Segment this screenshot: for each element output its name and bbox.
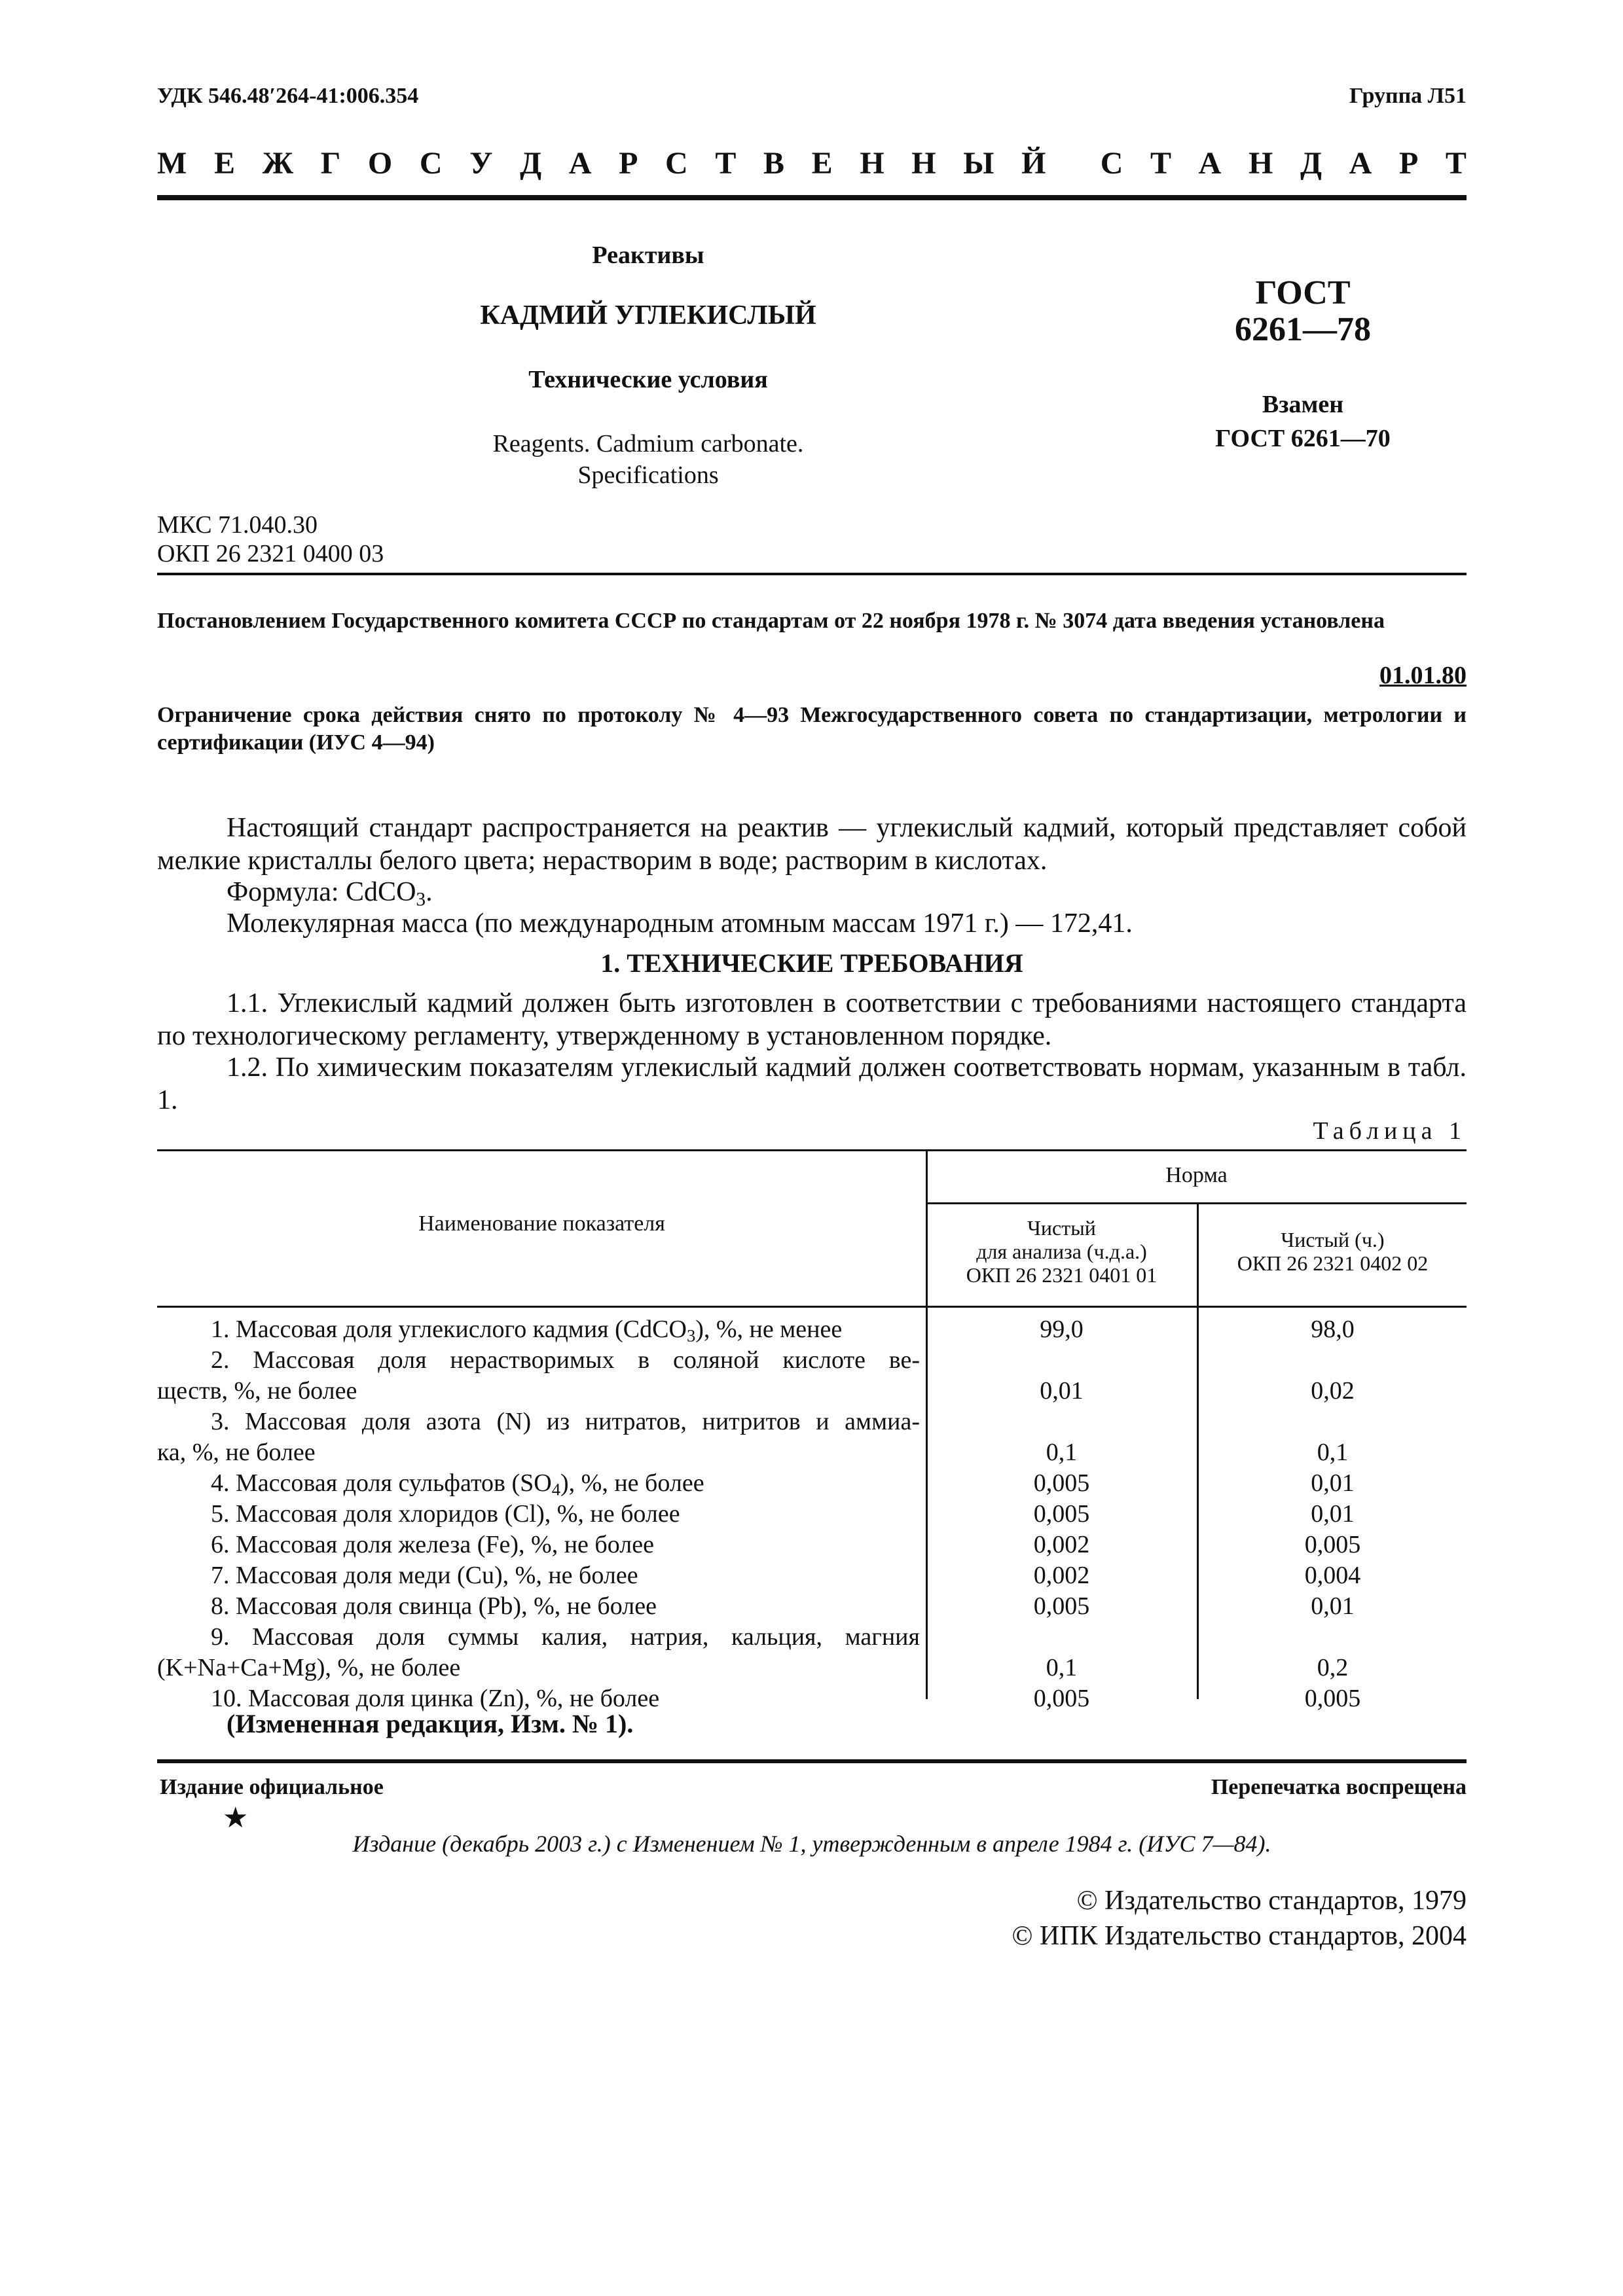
banner-letter: Н	[911, 146, 936, 181]
table-row	[157, 1591, 926, 1622]
banner-letter: А	[568, 146, 592, 181]
banner-letter: Й	[1021, 146, 1046, 181]
table-row	[157, 1345, 926, 1407]
banner-letter: М	[157, 146, 187, 181]
value-pure: 0,01	[1311, 1469, 1355, 1497]
row-label-continuation: (K+Na+Ca+Mg), %, не более	[157, 1654, 461, 1681]
value-pure-analysis: 0,1	[1046, 1439, 1078, 1466]
value-pure: 0,2	[1317, 1654, 1349, 1681]
value-pure: 0,02	[1311, 1377, 1355, 1405]
row-label-continuation: ка, %, не более	[157, 1439, 316, 1466]
decree-text: Постановлением Государственного комитета СССР по стандартам от 22 ноября 1978 г. № 3074 дата введения установлена	[157, 609, 1385, 633]
banner-letter: В	[763, 146, 785, 181]
value-pure-analysis: 0,005	[1033, 1500, 1090, 1528]
edition-note: Издание (декабрь 2003 г.) с Изменением № 1, утвержденным в апреле 1984 г. (ИУС 7—84).	[352, 1831, 1271, 1857]
formula-subscript: 3	[416, 889, 426, 910]
row-label	[157, 1530, 926, 1560]
replaced-standard: ГОСТ 6261—70	[1215, 425, 1391, 452]
group-code: Группа Л51	[1349, 84, 1467, 108]
row-label-text: 10. Массовая доля цинка (Zn), %, не более	[211, 1685, 660, 1712]
table-row	[157, 1407, 926, 1468]
row-label-text: 3. Массовая доля азота (N) из нитратов, нитритов и аммиа-	[211, 1408, 920, 1435]
column-header-pure	[1199, 1228, 1467, 1275]
row-label-text: 2. Массовая доля нерастворимых в соляной кислоте ве-	[211, 1346, 920, 1374]
value-pure-analysis: 0,01	[1040, 1377, 1084, 1405]
mks-code: МКС 71.040.30	[157, 511, 318, 539]
banner-letter: Д	[520, 146, 542, 181]
banner-letter: С	[1100, 146, 1123, 181]
banner-letter: Н	[1248, 146, 1273, 181]
row-label-text: 4. Массовая доля сульфатов (SO	[211, 1469, 552, 1497]
udk-code: УДК 546.48′264-41:006.354	[157, 84, 419, 108]
col-a-line1: Чистый	[1027, 1216, 1096, 1240]
value-pure: 98,0	[1311, 1316, 1355, 1343]
document-title: КАДМИЙ УГЛЕКИСЛЫЙ	[480, 300, 816, 331]
table-caption: Таблица 1	[1313, 1117, 1467, 1145]
banner-letter: С	[665, 146, 688, 181]
row-label	[157, 1314, 926, 1345]
limitation-text: Ограничение срока действия снято по протоколу № 4—93 Межгосударственного совета по стандартизации, метрологии и сертификации (ИУС 4—94)	[157, 703, 1467, 755]
row-label-text: 8. Массовая доля свинца (Pb), %, не более	[211, 1592, 657, 1620]
star-icon: ★	[223, 1802, 249, 1834]
molecular-mass: Молекулярная масса (по международным атомным массам 1971 г.) — 172,41.	[227, 908, 1133, 939]
row-label-subscript: 4	[551, 1479, 561, 1499]
value-pure-analysis: 0,005	[1033, 1469, 1090, 1497]
value-pure: 0,1	[1317, 1439, 1349, 1466]
value-pure-analysis: 0,1	[1046, 1654, 1078, 1681]
table-row	[157, 1499, 926, 1530]
table-row	[157, 1622, 926, 1683]
replaces-label: Взамен	[1262, 391, 1344, 418]
row-label	[157, 1560, 926, 1591]
row-label	[157, 1499, 926, 1530]
banner-letter: А	[1198, 146, 1222, 181]
value-pure: 0,004	[1304, 1562, 1361, 1589]
formula-line	[227, 876, 433, 908]
copyright-1979: © Издательство стандартов, 1979	[1076, 1886, 1467, 1916]
col-b-line2: ОКП 26 2321 0402 02	[1237, 1251, 1429, 1275]
value-pure-analysis: 0,005	[1033, 1685, 1090, 1712]
banner-letter: Д	[1300, 146, 1322, 181]
value-pure-analysis: 99,0	[1040, 1316, 1084, 1343]
banner-letter: Р	[1398, 146, 1419, 181]
row-label	[157, 1591, 926, 1622]
value-pure: 0,01	[1311, 1500, 1355, 1528]
col-a-line3: ОКП 26 2321 0401 01	[966, 1263, 1158, 1287]
col-a-line2: для анализа (ч.д.а.)	[976, 1240, 1147, 1263]
banner-letter: Т	[1445, 146, 1467, 181]
english-title-line2: Specifications	[577, 461, 719, 489]
value-pure-analysis: 0,002	[1033, 1562, 1090, 1589]
amendment-note: (Измененная редакция, Изм. № 1).	[227, 1709, 634, 1738]
gost-label: ГОСТ	[1255, 274, 1351, 312]
banner-letter: С	[419, 146, 443, 181]
banner-letter: Е	[811, 146, 833, 181]
clause-1-1: 1.1. Углекислый кадмий должен быть изготовлен в соответствии с требованиями настоящего стандарта по технологическому регламенту, утвержденному в установленном порядке.	[157, 988, 1467, 1051]
banner-letter: Р	[619, 146, 638, 181]
value-pure: 0,01	[1311, 1592, 1355, 1620]
copyright-2004: © ИПК Издательство стандартов, 2004	[1012, 1921, 1467, 1951]
official-edition: Издание официальное	[160, 1775, 384, 1799]
banner-letter: Т	[715, 146, 737, 181]
row-label-text: 1. Массовая доля углекислого кадмия (CdCO	[211, 1316, 687, 1343]
column-header-norm: Норма	[1165, 1163, 1228, 1187]
scope-paragraph: Настоящий стандарт распространяется на реактив — углекислый кадмий, который представляет собой мелкие кристаллы белого цвета; нерастворим в воде; растворим в кислотах.	[157, 813, 1467, 876]
english-title-line1: Reagents. Cadmium carbonate.	[492, 430, 804, 457]
table-row	[157, 1468, 926, 1499]
row-label-text: 5. Массовая доля хлоридов (Cl), %, не более	[211, 1500, 680, 1528]
title-block-rule	[157, 573, 1467, 575]
row-label	[157, 1345, 926, 1376]
banner-letter: Н	[860, 146, 884, 181]
table-row	[157, 1314, 926, 1345]
row-label	[157, 1622, 926, 1653]
table-top-rule	[157, 1149, 1467, 1151]
banner-rule	[157, 195, 1467, 200]
okp-code: ОКП 26 2321 0400 03	[157, 540, 384, 567]
effective-date: 01.01.80	[1379, 662, 1467, 689]
reprint-prohibited: Перепечатка воспрещена	[1211, 1775, 1467, 1799]
row-label-end: ), %, не менее	[695, 1316, 843, 1343]
category-title: Реактивы	[592, 242, 704, 269]
value-pure: 0,005	[1304, 1531, 1361, 1558]
clause-1-2: 1.2. По химическим показателям углекислый кадмий должен соответствовать нормам, указанным в табл. 1.	[157, 1052, 1467, 1115]
col-b-line1: Чистый (ч.)	[1281, 1228, 1385, 1251]
banner-letter: Ы	[963, 146, 994, 181]
interstate-standard-banner	[157, 145, 1467, 181]
table-header-rule	[157, 1306, 1467, 1308]
column-header-name: Наименование показателя	[418, 1211, 665, 1236]
banner-letter: Ж	[262, 146, 294, 181]
formula-text: Формула: CdCO	[227, 877, 416, 907]
column-header-pure-analysis	[926, 1216, 1197, 1287]
value-pure: 0,005	[1304, 1685, 1361, 1712]
formula-end: .	[426, 877, 433, 907]
row-label	[157, 1468, 926, 1499]
banner-letter: Т	[1150, 146, 1172, 181]
banner-letter: Е	[213, 146, 235, 181]
banner-letter: Г	[320, 146, 341, 181]
row-label-text: 6. Массовая доля железа (Fe), %, не более	[211, 1531, 654, 1558]
gost-number: 6261—78	[1235, 311, 1371, 348]
section-heading: 1. ТЕХНИЧЕСКИЕ ТРЕБОВАНИЯ	[600, 948, 1023, 978]
table-row	[157, 1530, 926, 1560]
banner-letter: А	[1349, 146, 1372, 181]
document-subtitle: Технические условия	[528, 366, 768, 393]
banner-letter: У	[469, 146, 493, 181]
value-pure-analysis: 0,002	[1033, 1531, 1090, 1558]
table-row	[157, 1560, 926, 1591]
row-label	[157, 1407, 926, 1437]
row-label-continuation: ществ, %, не более	[157, 1377, 357, 1405]
row-label-text: 9. Массовая доля суммы калия, натрия, кальция, магния	[211, 1623, 920, 1651]
value-pure-analysis: 0,005	[1033, 1592, 1090, 1620]
row-label-subscript: 3	[686, 1325, 696, 1346]
row-label-text: 7. Массовая доля меди (Cu), %, не более	[211, 1562, 638, 1589]
footer-rule	[157, 1759, 1467, 1763]
banner-letter: О	[367, 146, 393, 181]
row-label-end: ), %, не более	[560, 1469, 704, 1497]
